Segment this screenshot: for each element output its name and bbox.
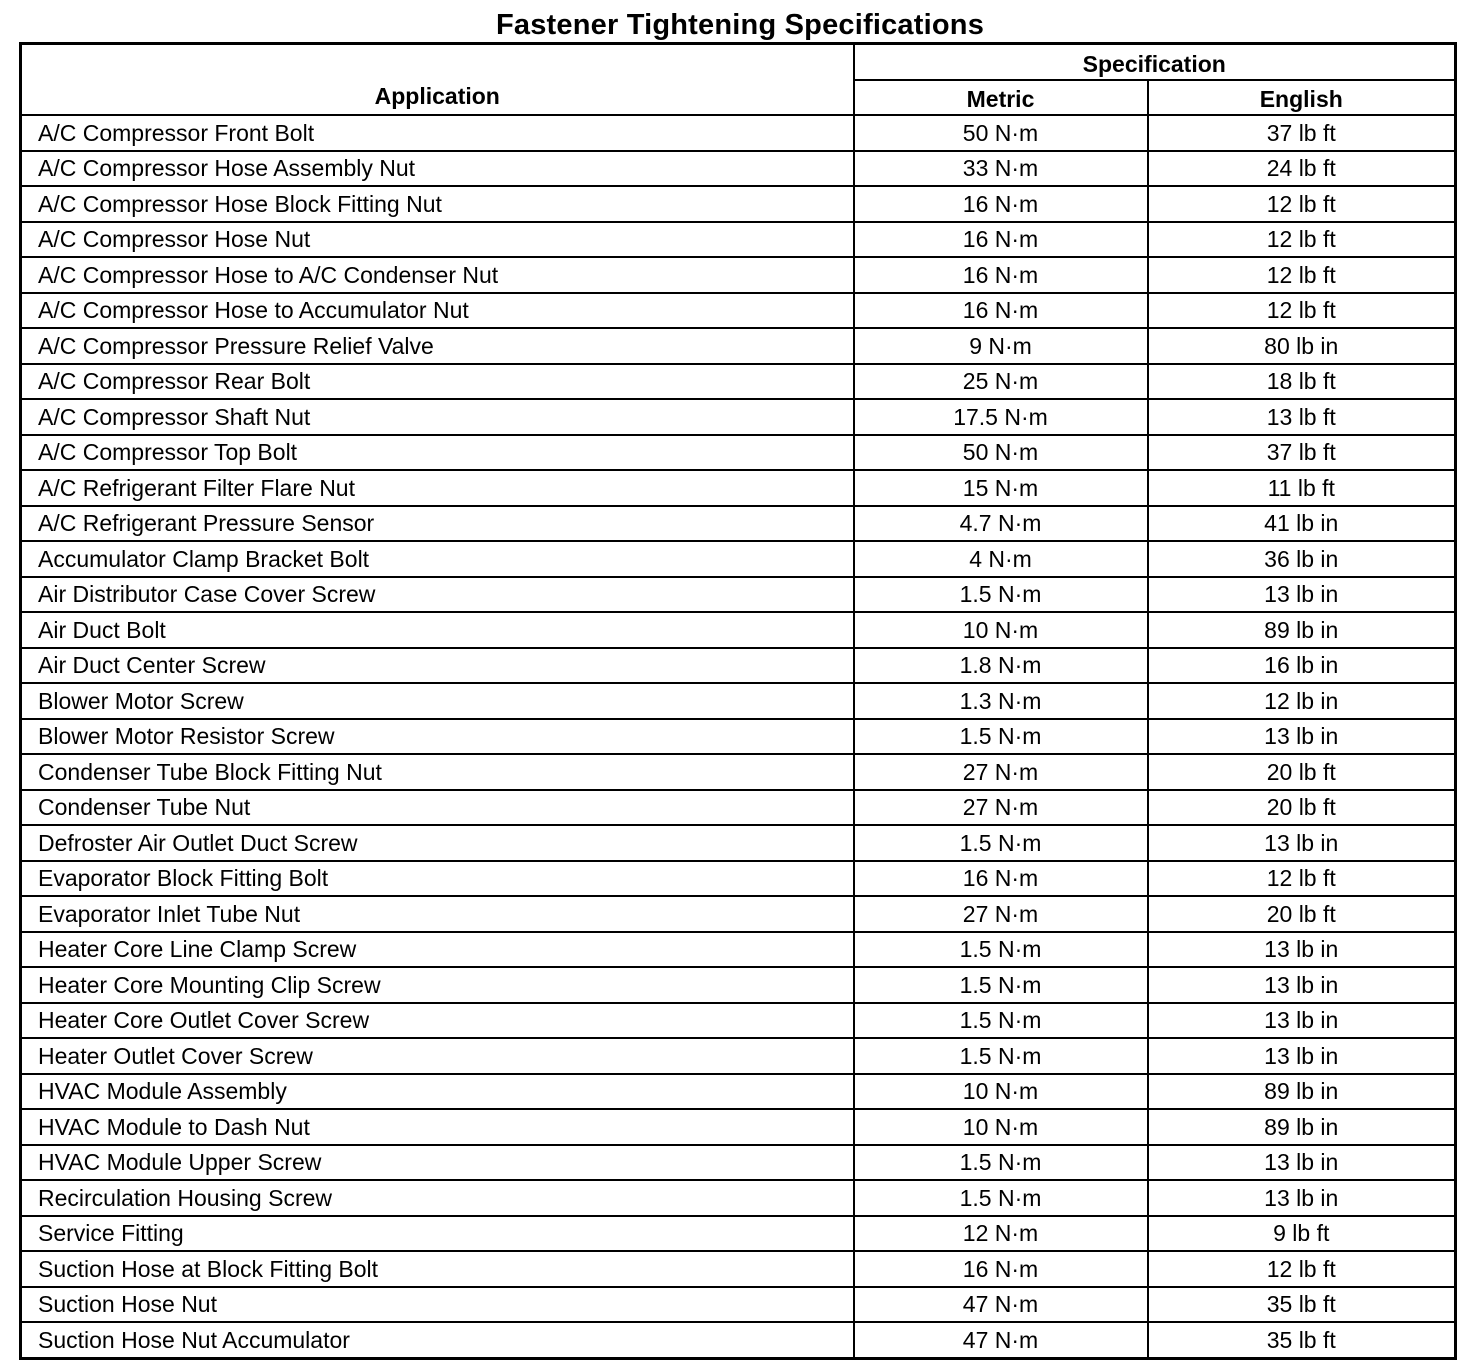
english-cell: 13 lb in xyxy=(1148,932,1456,968)
metric-cell: 10 N·m xyxy=(854,612,1148,648)
table-row xyxy=(21,754,1456,790)
english-cell: 13 lb in xyxy=(1148,1038,1456,1074)
application-cell: A/C Refrigerant Pressure Sensor xyxy=(21,506,854,542)
application-cell: Service Fitting xyxy=(21,1216,854,1252)
application-cell: Blower Motor Screw xyxy=(21,683,854,719)
english-cell: 41 lb in xyxy=(1148,506,1456,542)
metric-cell: 10 N·m xyxy=(854,1074,1148,1110)
table-row xyxy=(21,825,1456,861)
table-row xyxy=(21,151,1456,187)
metric-cell: 16 N·m xyxy=(854,222,1148,258)
table-row xyxy=(21,1074,1456,1110)
metric-cell: 16 N·m xyxy=(854,861,1148,897)
metric-cell: 47 N·m xyxy=(854,1287,1148,1323)
metric-cell: 25 N·m xyxy=(854,364,1148,400)
english-cell: 16 lb in xyxy=(1148,648,1456,684)
metric-cell: 1.5 N·m xyxy=(854,1145,1148,1181)
table-row xyxy=(21,967,1456,1003)
metric-cell: 1.5 N·m xyxy=(854,577,1148,613)
application-cell: Evaporator Block Fitting Bolt xyxy=(21,861,854,897)
metric-cell: 16 N·m xyxy=(854,293,1148,329)
metric-cell: 27 N·m xyxy=(854,790,1148,826)
application-cell: A/C Compressor Hose Block Fitting Nut xyxy=(21,186,854,222)
table-row xyxy=(21,577,1456,613)
application-cell: A/C Compressor Hose to Accumulator Nut xyxy=(21,293,854,329)
english-cell: 13 lb ft xyxy=(1148,399,1456,435)
english-cell: 36 lb in xyxy=(1148,541,1456,577)
application-cell: A/C Refrigerant Filter Flare Nut xyxy=(21,470,854,506)
metric-cell: 16 N·m xyxy=(854,257,1148,293)
table-row xyxy=(21,293,1456,329)
table-header-row xyxy=(21,44,1456,81)
application-cell: Suction Hose Nut xyxy=(21,1287,854,1323)
metric-cell: 10 N·m xyxy=(854,1109,1148,1145)
english-cell: 12 lb ft xyxy=(1148,186,1456,222)
metric-cell: 12 N·m xyxy=(854,1216,1148,1252)
english-cell: 89 lb in xyxy=(1148,1074,1456,1110)
metric-cell: 1.5 N·m xyxy=(854,967,1148,1003)
application-cell: A/C Compressor Shaft Nut xyxy=(21,399,854,435)
application-cell: Heater Core Mounting Clip Screw xyxy=(21,967,854,1003)
table-row xyxy=(21,1180,1456,1216)
table-row xyxy=(21,115,1456,151)
english-cell: 13 lb in xyxy=(1148,825,1456,861)
english-cell: 37 lb ft xyxy=(1148,435,1456,471)
application-cell: Suction Hose at Block Fitting Bolt xyxy=(21,1251,854,1287)
application-cell: A/C Compressor Rear Bolt xyxy=(21,364,854,400)
table-row xyxy=(21,719,1456,755)
table-row xyxy=(21,435,1456,471)
table-row xyxy=(21,683,1456,719)
application-cell: A/C Compressor Front Bolt xyxy=(21,115,854,151)
application-cell: Air Distributor Case Cover Screw xyxy=(21,577,854,613)
english-cell: 11 lb ft xyxy=(1148,470,1456,506)
table-row xyxy=(21,399,1456,435)
application-cell: Accumulator Clamp Bracket Bolt xyxy=(21,541,854,577)
metric-cell: 27 N·m xyxy=(854,896,1148,932)
metric-cell: 1.8 N·m xyxy=(854,648,1148,684)
metric-cell: 1.5 N·m xyxy=(854,1180,1148,1216)
english-cell: 13 lb in xyxy=(1148,967,1456,1003)
table-row xyxy=(21,328,1456,364)
application-cell: A/C Compressor Hose to A/C Condenser Nut xyxy=(21,257,854,293)
application-cell: Condenser Tube Block Fitting Nut xyxy=(21,754,854,790)
table-row xyxy=(21,1251,1456,1287)
metric-cell: 16 N·m xyxy=(854,1251,1148,1287)
english-cell: 13 lb in xyxy=(1148,577,1456,613)
english-cell: 80 lb in xyxy=(1148,328,1456,364)
english-cell: 12 lb in xyxy=(1148,683,1456,719)
table-row xyxy=(21,932,1456,968)
application-cell: Recirculation Housing Screw xyxy=(21,1180,854,1216)
english-cell: 12 lb ft xyxy=(1148,1251,1456,1287)
application-cell: HVAC Module Upper Screw xyxy=(21,1145,854,1181)
application-cell: Blower Motor Resistor Screw xyxy=(21,719,854,755)
english-column-header: English xyxy=(1148,80,1456,115)
application-cell: A/C Compressor Hose Assembly Nut xyxy=(21,151,854,187)
english-cell: 20 lb ft xyxy=(1148,896,1456,932)
table-row xyxy=(21,1109,1456,1145)
application-cell: A/C Compressor Top Bolt xyxy=(21,435,854,471)
english-cell: 20 lb ft xyxy=(1148,790,1456,826)
application-cell: A/C Compressor Hose Nut xyxy=(21,222,854,258)
table-row xyxy=(21,790,1456,826)
table-row xyxy=(21,1003,1456,1039)
application-cell: Defroster Air Outlet Duct Screw xyxy=(21,825,854,861)
metric-cell: 50 N·m xyxy=(854,115,1148,151)
metric-cell: 1.5 N·m xyxy=(854,719,1148,755)
application-cell: HVAC Module to Dash Nut xyxy=(21,1109,854,1145)
metric-cell: 33 N·m xyxy=(854,151,1148,187)
table-row xyxy=(21,506,1456,542)
metric-cell: 1.5 N·m xyxy=(854,932,1148,968)
application-cell: HVAC Module Assembly xyxy=(21,1074,854,1110)
application-cell: Air Duct Bolt xyxy=(21,612,854,648)
english-cell: 24 lb ft xyxy=(1148,151,1456,187)
metric-cell: 1.5 N·m xyxy=(854,1003,1148,1039)
application-cell: Evaporator Inlet Tube Nut xyxy=(21,896,854,932)
metric-cell: 17.5 N·m xyxy=(854,399,1148,435)
metric-cell: 1.5 N·m xyxy=(854,825,1148,861)
table-body xyxy=(21,115,1456,1358)
metric-cell: 4 N·m xyxy=(854,541,1148,577)
application-column-header: Application xyxy=(21,44,854,116)
table-row xyxy=(21,257,1456,293)
metric-cell: 1.3 N·m xyxy=(854,683,1148,719)
table-row xyxy=(21,1216,1456,1252)
table-row xyxy=(21,364,1456,400)
application-cell: Heater Outlet Cover Screw xyxy=(21,1038,854,1074)
table-row xyxy=(21,470,1456,506)
english-cell: 37 lb ft xyxy=(1148,115,1456,151)
english-cell: 12 lb ft xyxy=(1148,257,1456,293)
metric-cell: 16 N·m xyxy=(854,186,1148,222)
english-cell: 89 lb in xyxy=(1148,612,1456,648)
english-cell: 35 lb ft xyxy=(1148,1322,1456,1358)
application-cell: A/C Compressor Pressure Relief Valve xyxy=(21,328,854,364)
metric-cell: 50 N·m xyxy=(854,435,1148,471)
english-cell: 35 lb ft xyxy=(1148,1287,1456,1323)
english-cell: 12 lb ft xyxy=(1148,222,1456,258)
application-cell: Heater Core Outlet Cover Screw xyxy=(21,1003,854,1039)
table-row xyxy=(21,1287,1456,1323)
table-row xyxy=(21,896,1456,932)
application-cell: Suction Hose Nut Accumulator xyxy=(21,1322,854,1358)
table-row xyxy=(21,612,1456,648)
english-cell: 20 lb ft xyxy=(1148,754,1456,790)
english-cell: 13 lb in xyxy=(1148,719,1456,755)
english-cell: 12 lb ft xyxy=(1148,293,1456,329)
english-cell: 89 lb in xyxy=(1148,1109,1456,1145)
metric-cell: 15 N·m xyxy=(854,470,1148,506)
metric-cell: 47 N·m xyxy=(854,1322,1148,1358)
table-row xyxy=(21,1038,1456,1074)
english-cell: 13 lb in xyxy=(1148,1180,1456,1216)
application-cell: Air Duct Center Screw xyxy=(21,648,854,684)
table-row xyxy=(21,541,1456,577)
table-row xyxy=(21,861,1456,897)
table-row xyxy=(21,648,1456,684)
application-cell: Heater Core Line Clamp Screw xyxy=(21,932,854,968)
english-cell: 13 lb in xyxy=(1148,1003,1456,1039)
english-cell: 13 lb in xyxy=(1148,1145,1456,1181)
english-cell: 9 lb ft xyxy=(1148,1216,1456,1252)
metric-column-header: Metric xyxy=(854,80,1148,115)
table-row xyxy=(21,186,1456,222)
metric-cell: 1.5 N·m xyxy=(854,1038,1148,1074)
english-cell: 18 lb ft xyxy=(1148,364,1456,400)
table-row xyxy=(21,1145,1456,1181)
metric-cell: 9 N·m xyxy=(854,328,1148,364)
fastener-spec-table xyxy=(19,42,1457,1360)
metric-cell: 27 N·m xyxy=(854,754,1148,790)
application-cell: Condenser Tube Nut xyxy=(21,790,854,826)
page-title: Fastener Tightening Specifications xyxy=(495,9,985,41)
table-row xyxy=(21,222,1456,258)
table-row xyxy=(21,1322,1456,1358)
metric-cell: 4.7 N·m xyxy=(854,506,1148,542)
specification-group-header: Specification xyxy=(854,44,1456,81)
english-cell: 12 lb ft xyxy=(1148,861,1456,897)
